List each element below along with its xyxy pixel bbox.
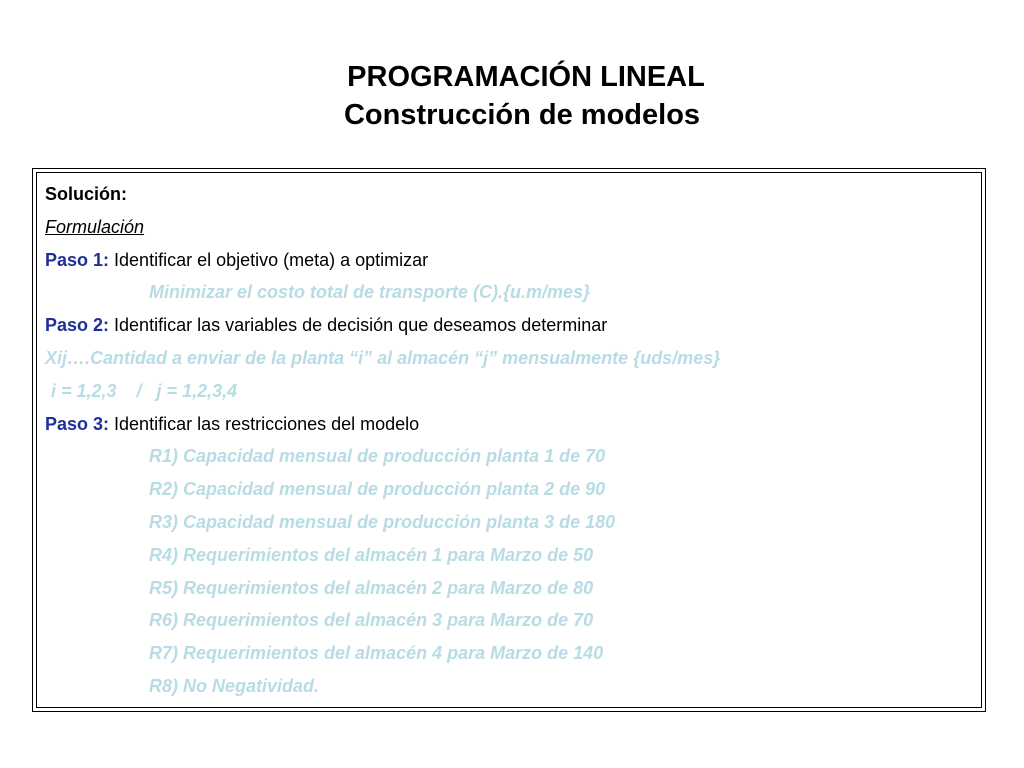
- paso2-text: Identificar las variables de decisión que deseamos determinar: [109, 315, 608, 336]
- restriction-item: R1) Capacidad mensual de producción planta 1 de 70: [149, 446, 606, 467]
- restriction-item: R2) Capacidad mensual de producción planta 2 de 90: [149, 479, 606, 500]
- restriction-item: R7) Requerimientos del almacén 4 para Marzo de 140: [149, 643, 604, 664]
- paso1-text: Identificar el objetivo (meta) a optimizar: [109, 249, 429, 270]
- paso1-line: [45, 244, 975, 277]
- solucion-heading: Solución:: [45, 184, 127, 204]
- paso3-text: Identificar las restricciones del modelo: [109, 413, 420, 434]
- title-sub: Construcción de modelos: [343, 99, 701, 131]
- restriction-item: R8) No Negatividad.: [149, 675, 320, 696]
- content-body: [45, 178, 975, 703]
- formulacion-line: [45, 211, 975, 244]
- paso2-line: [45, 309, 975, 342]
- restriction-item: R6) Requerimientos del almacén 3 para Marzo de 70: [149, 610, 594, 631]
- paso1-detail: Minimizar el costo total de transporte (C).{u.m/mes}: [149, 282, 591, 303]
- restriction-item: R3) Capacidad mensual de producción planta 3 de 180: [149, 511, 616, 532]
- restriction-item: R4) Requerimientos del almacén 1 para Marzo de 50: [149, 544, 594, 565]
- paso2-detail: Xij….Cantidad a enviar de la planta “i” al almacén “j” mensualmente {uds/mes}: [45, 347, 721, 368]
- restriction-item: R5) Requerimientos del almacén 2 para Marzo de 80: [149, 577, 594, 598]
- title-main: PROGRAMACIÓN LINEAL: [347, 61, 705, 93]
- paso2-indices: i = 1,2,3 / j = 1,2,3,4: [51, 380, 238, 401]
- paso3-line: [45, 408, 975, 441]
- paso2-label: Paso 2:: [45, 315, 110, 336]
- paso3-label: Paso 3:: [45, 413, 110, 434]
- formulacion-heading: Formulación: [45, 216, 145, 237]
- paso1-label: Paso 1:: [45, 249, 110, 270]
- slide-title: [0, 58, 1024, 134]
